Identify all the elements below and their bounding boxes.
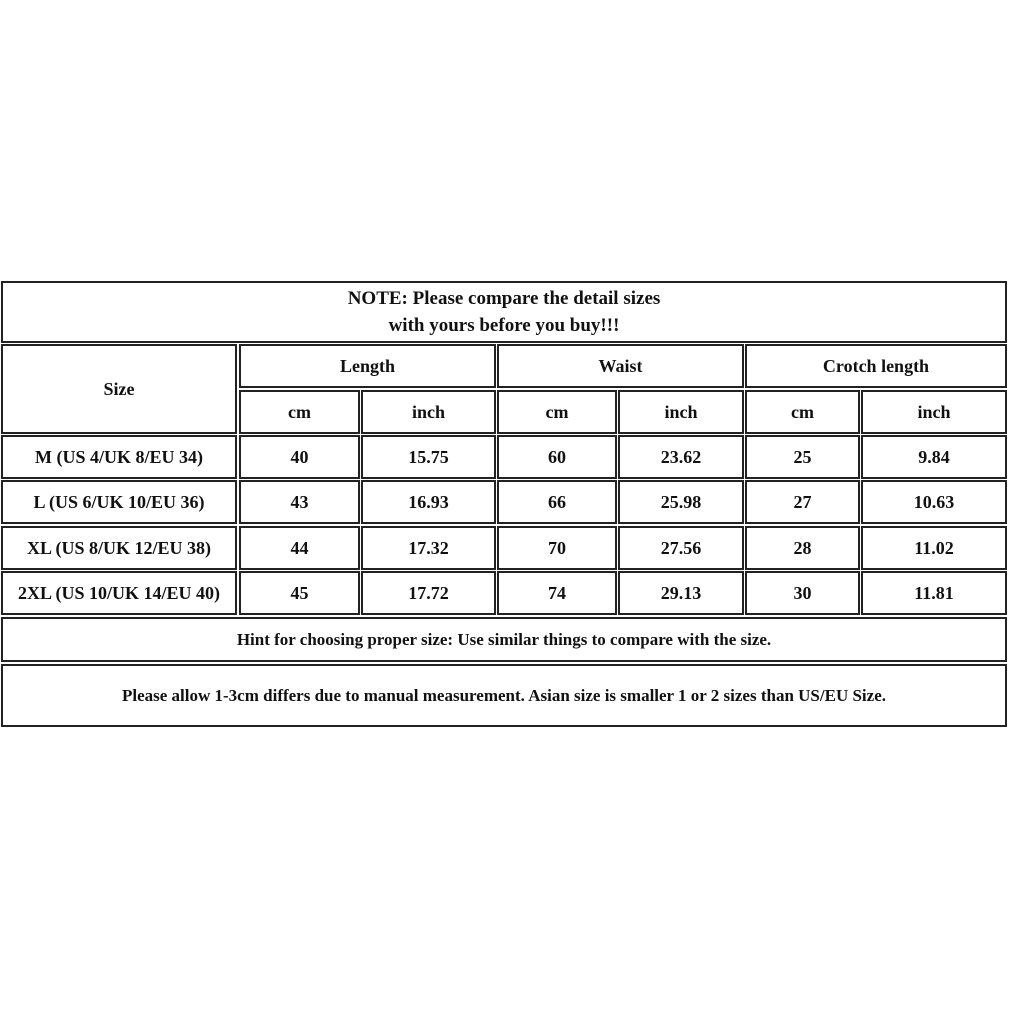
cell: 11.02 xyxy=(861,526,1007,570)
cell: 70 xyxy=(497,526,617,570)
unit-crotch-inch: inch xyxy=(861,390,1007,434)
cell: 40 xyxy=(239,435,360,479)
row-size-2xl: 2XL (US 10/UK 14/EU 40) xyxy=(1,571,237,615)
header-crotch-length: Crotch length xyxy=(745,344,1007,388)
cell: 44 xyxy=(239,526,360,570)
header-length: Length xyxy=(239,344,496,388)
cell: 60 xyxy=(497,435,617,479)
cell: 25 xyxy=(745,435,860,479)
unit-length-cm: cm xyxy=(239,390,360,434)
cell: 28 xyxy=(745,526,860,570)
cell: 17.32 xyxy=(361,526,496,570)
hint-text: Hint for choosing proper size: Use similar things to compare with the size. xyxy=(1,617,1007,662)
unit-length-inch: inch xyxy=(361,390,496,434)
cell: 45 xyxy=(239,571,360,615)
cell: 11.81 xyxy=(861,571,1007,615)
cell: 29.13 xyxy=(618,571,744,615)
cell: 66 xyxy=(497,480,617,524)
cell: 74 xyxy=(497,571,617,615)
row-size-xl: XL (US 8/UK 12/EU 38) xyxy=(1,526,237,570)
row-size-m: M (US 4/UK 8/EU 34) xyxy=(1,435,237,479)
cell: 25.98 xyxy=(618,480,744,524)
header-waist: Waist xyxy=(497,344,744,388)
cell: 17.72 xyxy=(361,571,496,615)
note-line-2: with yours before you buy!!! xyxy=(388,315,620,336)
cell: 16.93 xyxy=(361,480,496,524)
unit-waist-inch: inch xyxy=(618,390,744,434)
note-line-1: NOTE: Please compare the detail sizes xyxy=(347,288,661,309)
size-header: Size xyxy=(1,344,237,434)
cell: 30 xyxy=(745,571,860,615)
unit-waist-cm: cm xyxy=(497,390,617,434)
cell: 27 xyxy=(745,480,860,524)
row-size-l: L (US 6/UK 10/EU 36) xyxy=(1,480,237,524)
cell: 9.84 xyxy=(861,435,1007,479)
cell: 27.56 xyxy=(618,526,744,570)
note-banner xyxy=(1,281,1007,343)
cell: 23.62 xyxy=(618,435,744,479)
cell: 15.75 xyxy=(361,435,496,479)
cell: 10.63 xyxy=(861,480,1007,524)
size-chart xyxy=(1,281,1007,727)
cell: 43 xyxy=(239,480,360,524)
measurement-note: Please allow 1-3cm differs due to manual measurement. Asian size is smaller 1 or 2 sizes than US/EU Size. xyxy=(1,664,1007,727)
unit-crotch-cm: cm xyxy=(745,390,860,434)
